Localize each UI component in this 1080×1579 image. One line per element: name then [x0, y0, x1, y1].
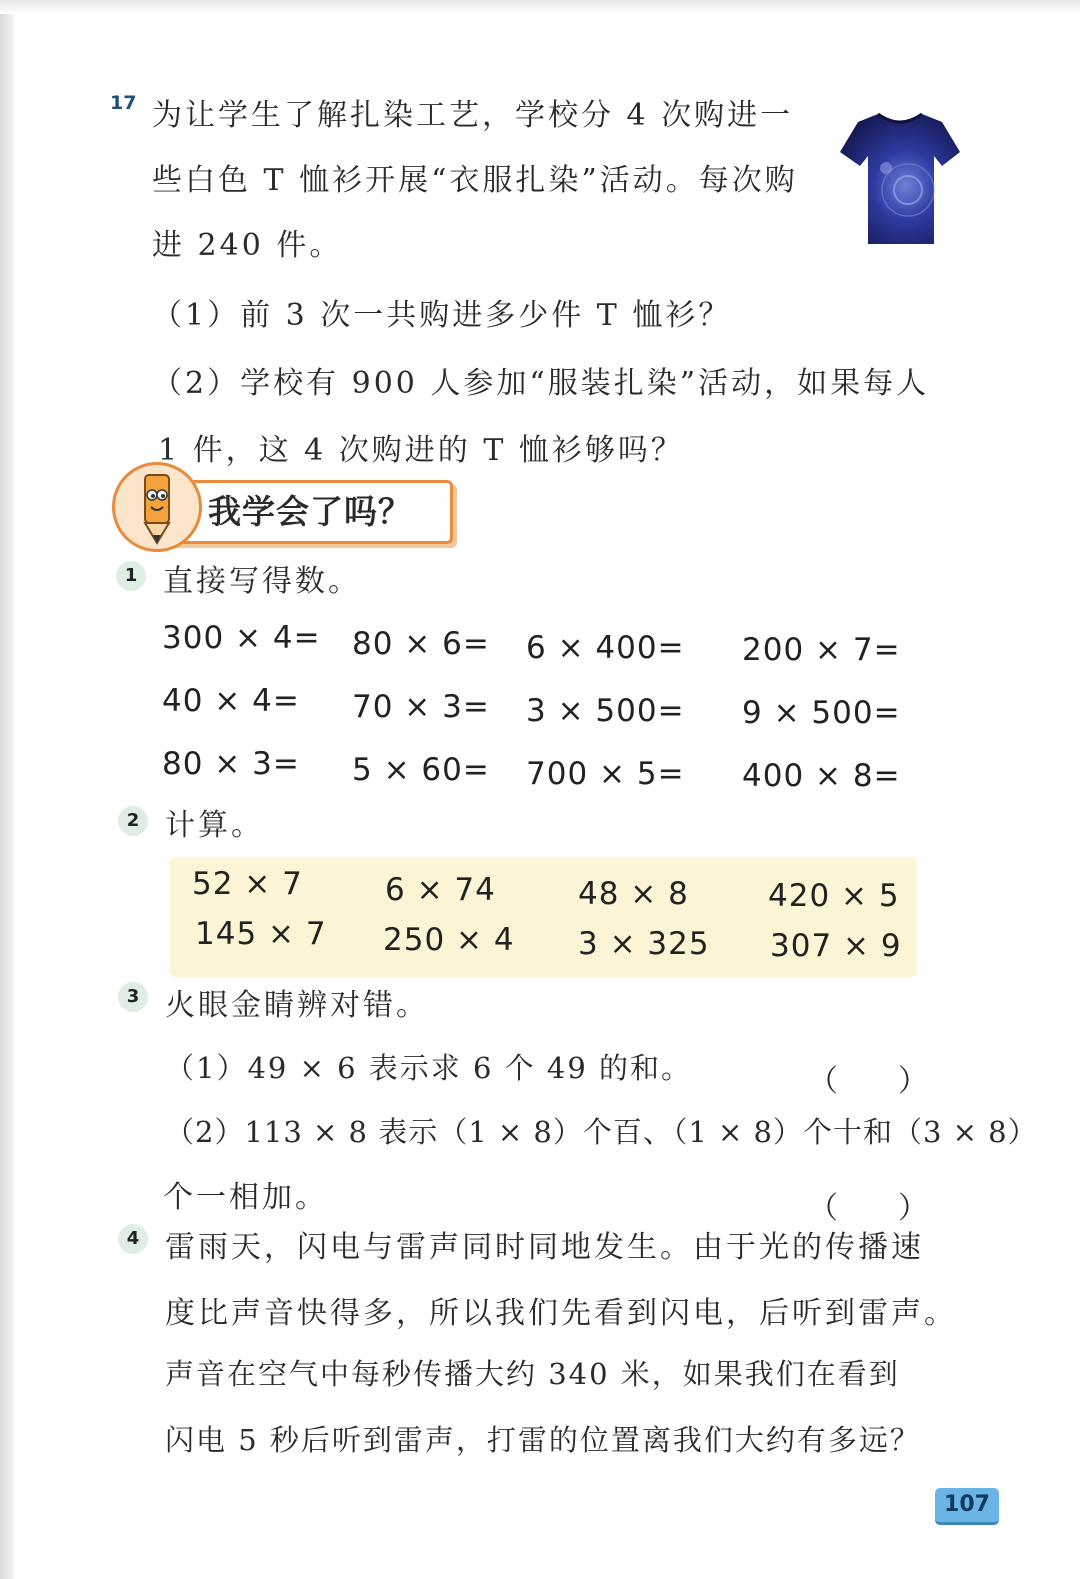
exercise-1-expression: 70 × 3= — [352, 689, 490, 725]
exercise-2-number: 2 — [118, 806, 148, 836]
exercise-1-expression: 80 × 3= — [162, 746, 300, 782]
answer-blank-1[interactable]: （ ） — [808, 1064, 928, 1099]
problem-17-line-1: 为让学生了解扎染工艺，学校分 4 次购进一 — [152, 98, 794, 133]
problem-17-line-3: 进 240 件。 — [152, 228, 343, 263]
exercise-2-title: 计算。 — [165, 808, 264, 843]
exercise-1-title: 直接写得数。 — [163, 564, 361, 599]
exercise-1-expression: 3 × 500= — [526, 693, 685, 729]
exercise-2-expression: 250 × 4 — [383, 922, 515, 958]
exercise-2-expression: 420 × 5 — [768, 878, 900, 914]
problem-17-number: 17 — [110, 92, 137, 114]
problem-17-question-2-line-2: 1 件，这 4 次购进的 T 恤衫够吗？ — [158, 433, 684, 468]
exercise-3-number: 3 — [118, 982, 148, 1012]
page-edge — [0, 0, 14, 1579]
exercise-1-expression: 6 × 400= — [526, 630, 685, 666]
exercise-2-expression: 145 × 7 — [195, 916, 327, 952]
exercise-4-line-1: 雷雨天，闪电与雷声同时同地发生。由于光的传播速 — [165, 1230, 924, 1265]
exercise-1-expression: 80 × 6= — [352, 626, 490, 662]
exercise-3-item-1: （1）49 × 6 表示求 6 个 49 的和。 — [165, 1051, 692, 1085]
exercise-2-expression: 6 × 74 — [385, 872, 496, 908]
problem-17-question-2-line-1: （2）学校有 900 人参加“服装扎染”活动，如果每人 — [152, 366, 930, 401]
exercise-4-line-2: 度比声音快得多，所以我们先看到闪电，后听到雷声。 — [165, 1296, 957, 1331]
section-banner — [112, 462, 452, 548]
pencil-mascot-icon — [112, 462, 202, 552]
exercise-2-expression: 48 × 8 — [578, 876, 689, 912]
tshirt-image — [838, 108, 962, 250]
exercise-1-expression: 9 × 500= — [742, 695, 901, 731]
exercise-4-number: 4 — [118, 1224, 148, 1254]
answer-blank-2[interactable]: （ ） — [808, 1191, 928, 1226]
exercise-2-expression: 52 × 7 — [192, 866, 303, 902]
exercise-3-title: 火眼金睛辨对错。 — [165, 988, 429, 1023]
exercise-1-expression: 700 × 5= — [526, 756, 685, 792]
exercise-2-expression: 3 × 325 — [578, 926, 710, 962]
exercise-1-number: 1 — [116, 561, 146, 591]
page-edge-top — [0, 0, 1080, 14]
exercise-1-expression: 200 × 7= — [742, 632, 901, 668]
problem-17-question-1: （1）前 3 次一共购进多少件 T 恤衫？ — [152, 298, 732, 333]
exercise-4-line-3: 声音在空气中每秒传播大约 340 米，如果我们在看到 — [165, 1357, 900, 1391]
section-title: 我学会了吗？ — [208, 492, 412, 531]
exercise-1-expression: 400 × 8= — [742, 758, 901, 794]
exercise-4-line-4: 闪电 5 秒后听到雷声，打雷的位置离我们大约有多远？ — [165, 1423, 921, 1457]
exercise-3-item-2-line-1: （2）113 × 8 表示（1 × 8）个百、（1 × 8）个十和（3 × 8） — [165, 1115, 1038, 1149]
page-number: 107 — [935, 1488, 999, 1525]
exercise-1-expression: 300 × 4= — [162, 620, 321, 656]
exercise-1-expression: 5 × 60= — [352, 752, 490, 788]
problem-17-line-2: 些白色 T 恤衫开展“衣服扎染”活动。每次购 — [152, 163, 798, 198]
exercise-3-item-2-line-2: 个一相加。 — [163, 1180, 328, 1215]
exercise-1-expression: 40 × 4= — [162, 683, 300, 719]
exercise-2-expression: 307 × 9 — [770, 928, 902, 964]
